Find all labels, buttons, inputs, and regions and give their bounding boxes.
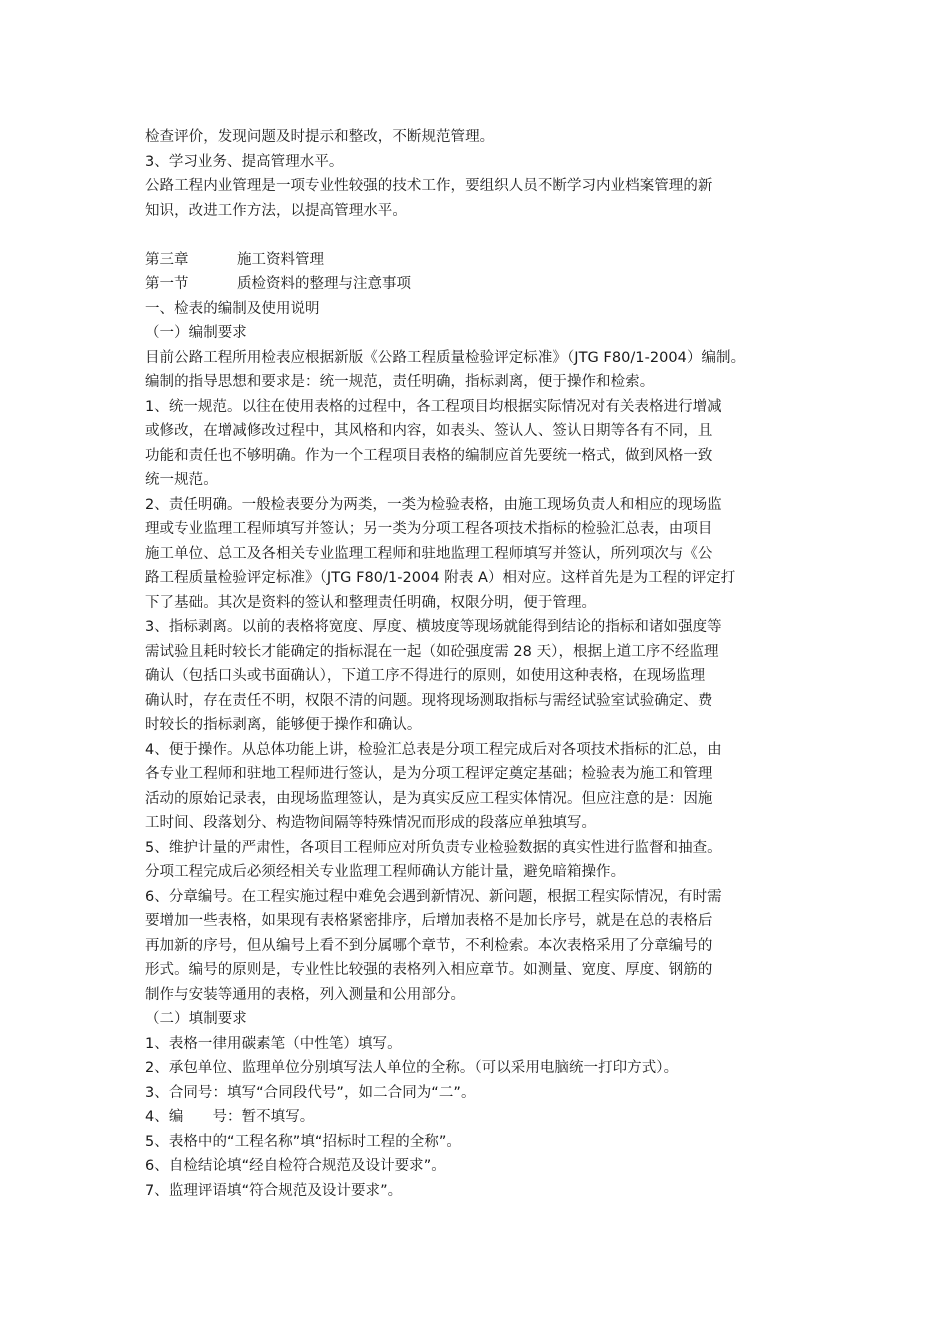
paragraph-line: 统一规范。 (145, 472, 218, 488)
document-body (145, 125, 810, 1203)
paragraph-line: 形式。编号的原则是，专业性比较强的表格列入相应章节。如测量、宽度、厚度、钢筋的 (145, 962, 713, 978)
paragraph-line: 2、承包单位、监理单位分别填写法人单位的全称。（可以采用电脑统一打印方式）。 (145, 1060, 679, 1076)
chapter-heading (145, 248, 810, 273)
paragraph-line: 理或专业监理工程师填写并签认；另一类为分项工程各项技术指标的检验汇总表，由项目 (145, 521, 713, 537)
paragraph-line: 确认（包括口头或书面确认），下道工序不得进行的原则，如使用这种表格，在现场监理 (145, 668, 706, 684)
paragraph-line: 编制的指导思想和要求是：统一规范，责任明确，指标剥离，便于操作和检索。 (145, 374, 655, 390)
paragraph-line: 检查评价，发现问题及时提示和整改，不断规范管理。 (145, 129, 495, 145)
paragraph-line: 功能和责任也不够明确。作为一个工程项目表格的编制应首先要统一格式，做到风格一致 (145, 447, 713, 464)
paragraph-line: 再加新的序号，但从编号上看不到分属哪个章节，不利检索。本次表格采用了分章编号的 (145, 937, 713, 954)
paragraph-line: 4、编 号：暂不填写。 (145, 1109, 315, 1125)
paragraph-line: 4、便于操作。从总体功能上讲，检验汇总表是分项工程完成后对各项技术指标的汇总，由 (145, 741, 722, 758)
paragraph-line: 路工程质量检验评定标准》（JTG F80/1-2004 附表 A）相对应。这样首先是为工程的评定打 (145, 570, 736, 586)
paragraph-line: （二）填制要求 (145, 1011, 247, 1027)
paragraph-line: 目前公路工程所用检表应根据新版《公路工程质量检验评定标准》（JTG F80/1-2004）编制。 (145, 349, 746, 366)
chapter-title: 施工资料管理 (237, 251, 324, 268)
section-heading (145, 272, 810, 297)
paragraph-line: 时较长的指标剥离，能够便于操作和确认。 (145, 717, 422, 733)
paragraph-line: 1、统一规范。以往在使用表格的过程中，各工程项目均根据实际情况对有关表格进行增减 (145, 398, 722, 415)
paragraph-line: 需试验且耗时较长才能确定的指标混在一起（如砼强度需 28 天），根据上道工序不经监理 (145, 643, 719, 660)
paragraph-line: 一、检表的编制及使用说明 (145, 300, 320, 317)
paragraph-line: 1、表格一律用碳素笔（中性笔）填写。 (145, 1035, 402, 1052)
paragraph-line: 公路工程内业管理是一项专业性较强的技术工作，要组织人员不断学习内业档案管理的新 (145, 178, 713, 194)
paragraph-line: 下了基础。其次是资料的签认和整理责任明确，权限分明，便于管理。 (145, 594, 597, 611)
paragraph-line: 3、学习业务、提高管理水平。 (145, 153, 344, 170)
paragraph-line: 7、监理评语填“符合规范及设计要求”。 (145, 1182, 403, 1199)
paragraph-line: 或修改，在增减修改过程中，其风格和内容，如表头、签认人、签认日期等各有不同，且 (145, 423, 713, 439)
paragraph-line: 要增加一些表格，如果现有表格紧密排序，后增加表格不是加长序号，就是在总的表格后 (145, 913, 713, 929)
paragraph-line: 5、表格中的“工程名称”填“招标时工程的全称”。 (145, 1133, 461, 1150)
blank-line (145, 223, 810, 248)
section-title: 质检资料的整理与注意事项 (237, 276, 411, 292)
paragraph-line: 知识，改进工作方法，以提高管理水平。 (145, 202, 407, 219)
paragraph-line: 活动的原始记录表，由现场监理签认，是为真实反应工程实体情况。但应注意的是：因施 (145, 790, 713, 807)
paragraph-line: 5、维护计量的严肃性，各项目工程师应对所负责专业检验数据的真实性进行监督和抽查。 (145, 839, 722, 856)
paragraph-line: 3、指标剥离。以前的表格将宽度、厚度、横坡度等现场就能得到结论的指标和诸如强度等 (145, 619, 722, 635)
paragraph-line: 各专业工程师和驻地工程师进行签认，是为分项工程评定奠定基础；检验表为施工和管理 (145, 766, 713, 782)
paragraph-line: （一）编制要求 (145, 325, 247, 341)
chapter-number: 第三章 (145, 251, 189, 268)
paragraph-line: 2、责任明确。一般检表要分为两类，一类为检验表格，由施工现场负责人和相应的现场监 (145, 496, 722, 513)
paragraph-line: 6、自检结论填“经自检符合规范及设计要求”。 (145, 1158, 446, 1174)
paragraph-line: 施工单位、总工及各相关专业监理工程师和驻地监理工程师填写并签认，所列项次与《公 (145, 545, 713, 562)
paragraph-line: 确认时，存在责任不明，权限不清的问题。现将现场测取指标与需经试验室试验确定、费 (145, 692, 713, 709)
paragraph-line: 工时间、段落划分、构造物间隔等特殊情况而形成的段落应单独填写。 (145, 815, 597, 831)
section-number: 第一节 (145, 276, 189, 292)
paragraph-line: 6、分章编号。在工程实施过程中难免会遇到新情况、新问题，根据工程实际情况，有时需 (145, 888, 722, 905)
paragraph-line: 制作与安装等通用的表格，列入测量和公用部分。 (145, 986, 466, 1003)
paragraph-line: 3、合同号：填写“合同段代号”，如二合同为“二”。 (145, 1084, 476, 1101)
paragraph-line: 分项工程完成后必须经相关专业监理工程师确认方能计量，避免暗箱操作。 (145, 864, 626, 880)
